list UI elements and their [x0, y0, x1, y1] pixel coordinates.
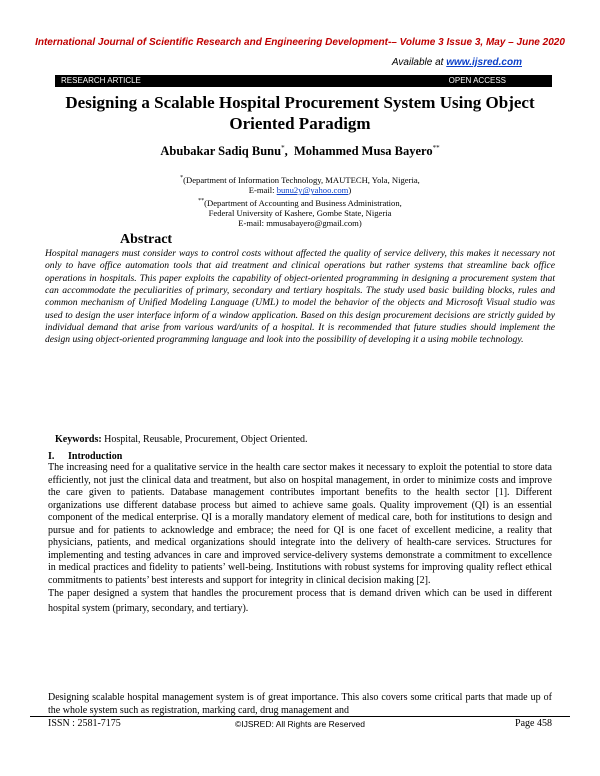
- available-prefix: Available at: [391, 57, 444, 68]
- author-mark: **: [432, 144, 440, 152]
- article-type-bar: [55, 75, 552, 87]
- affiliation-mark: **: [198, 197, 205, 204]
- abstract-text: Hospital managers must consider ways to control costs without affected the quality of service delivery, this makes it necessary not only to have office automation tools that aid treatment and clinical operations but rather systems that streamline back office operations in hospitals. This paper exploits the capability of object-oriented programming in designing a procurement system that can accommodate the peculiarities of primary, secondary and tertiary hospitals. The study used basic building blocks, rules and common mechanism of Unified Modeling Language (UML) to model the behavior of the objects and Microsoft Visual studio was used to design the user interface inform of a window application. Based on this design procurement decisions are strictly guided by individual demand that arise from various ward/units of a hospital. It is recommended that future studies should implement the design using object-oriented programming language and look into the possibility of developing it a using mobile technology.: [45, 248, 555, 346]
- author-email: E-mail: mmusabayero@gmail.com): [238, 218, 362, 229]
- paragraph: Designing scalable hospital management system is of great importance. This also covers some critical parts that made up of the whole system such as registration, marking card, drug management and: [48, 692, 552, 716]
- paper-title: Designing a Scalable Hospital Procurement System Using Object Oriented Paradigm: [65, 93, 535, 133]
- introduction-body: [48, 462, 552, 616]
- open-access-label: OPEN ACCESS: [448, 76, 506, 85]
- paragraph: The paper designed a system that handles the procurement process that is demand driven which can be used in different hospital system (primary, secondary, and tertiary).: [48, 588, 552, 614]
- author-name: Mohammed Musa Bayero: [293, 144, 433, 159]
- footer-copyright: ©IJSRED: All Rights are Reserved: [234, 719, 366, 729]
- affiliations: [0, 173, 600, 229]
- footer-divider: [30, 716, 570, 717]
- section-number: I.: [48, 451, 55, 462]
- section-title: Introduction: [68, 451, 123, 462]
- paragraph: The increasing need for a qualitative service in the health care sector makes it necessary to exploit the potential to store data efficiently, not just the clinical data and treatment, but also on hospital management, in order to minimize costs and improve the care given to patients. Database management contributes important benefits to the health sector [1]. Different organizations use different database process but aimed to achieve same goals. Quality improvement (QI) is an essential component of the medical enterprise. QI is a morally mandatory element of medical care, both for institutions to design and pursue and for patients to acknowledge and embrace; the need for QI is one facet of excellent medicine, a reality that physicians, patients, and medical organizations should integrate into the delivery of health-care services. Structures for implementing and testing advances in care and improved service-delivery systems demonstrate a commitment to excellence in medical practices and fidelity to patients’ well-being. Institutions with robust systems for improving quality reflect ethical commitments to patients’ best interests and support for integrity in clinical decision making [2].: [48, 462, 552, 586]
- availability-line: [392, 57, 522, 68]
- page-number: Page 458: [515, 718, 552, 729]
- author-mark: *: [281, 144, 285, 152]
- footer-issn: ISSN : 2581-7175: [48, 718, 121, 729]
- keywords: [55, 434, 307, 445]
- author-name: Abubakar Sadiq Bunu: [160, 144, 282, 159]
- affiliation-mark: *: [180, 175, 184, 181]
- journal-header: International Journal of Scientific Research and Engineering Development-– Volume 3 Issue 3, May – June 2020: [35, 37, 565, 48]
- keywords-text: Hospital, Reusable, Procurement, Object Oriented.: [104, 434, 308, 445]
- abstract-heading: Abstract: [120, 232, 173, 247]
- affiliation-dept: (Department of Information Technology, MAUTECH, Yola, Nigeria,: [183, 174, 420, 185]
- email-prefix: E-mail:: [248, 185, 277, 196]
- author-list: Abubakar Sadiq Bunu*, Mohammed Musa Bayero**: [160, 144, 440, 159]
- email-suffix: ): [348, 185, 352, 196]
- journal-website-link[interactable]: www.ijsred.com: [446, 57, 522, 68]
- article-type-label: RESEARCH ARTICLE: [61, 76, 141, 85]
- keywords-label: Keywords:: [55, 434, 102, 445]
- affiliation-dept: (Department of Accounting and Business Administration,: [204, 197, 402, 208]
- section-heading: [48, 451, 122, 462]
- affiliation-university: Federal University of Kashere, Gombe State, Nigeria: [208, 207, 392, 218]
- author-email-link[interactable]: bunu2y@yahoo.com: [276, 185, 349, 196]
